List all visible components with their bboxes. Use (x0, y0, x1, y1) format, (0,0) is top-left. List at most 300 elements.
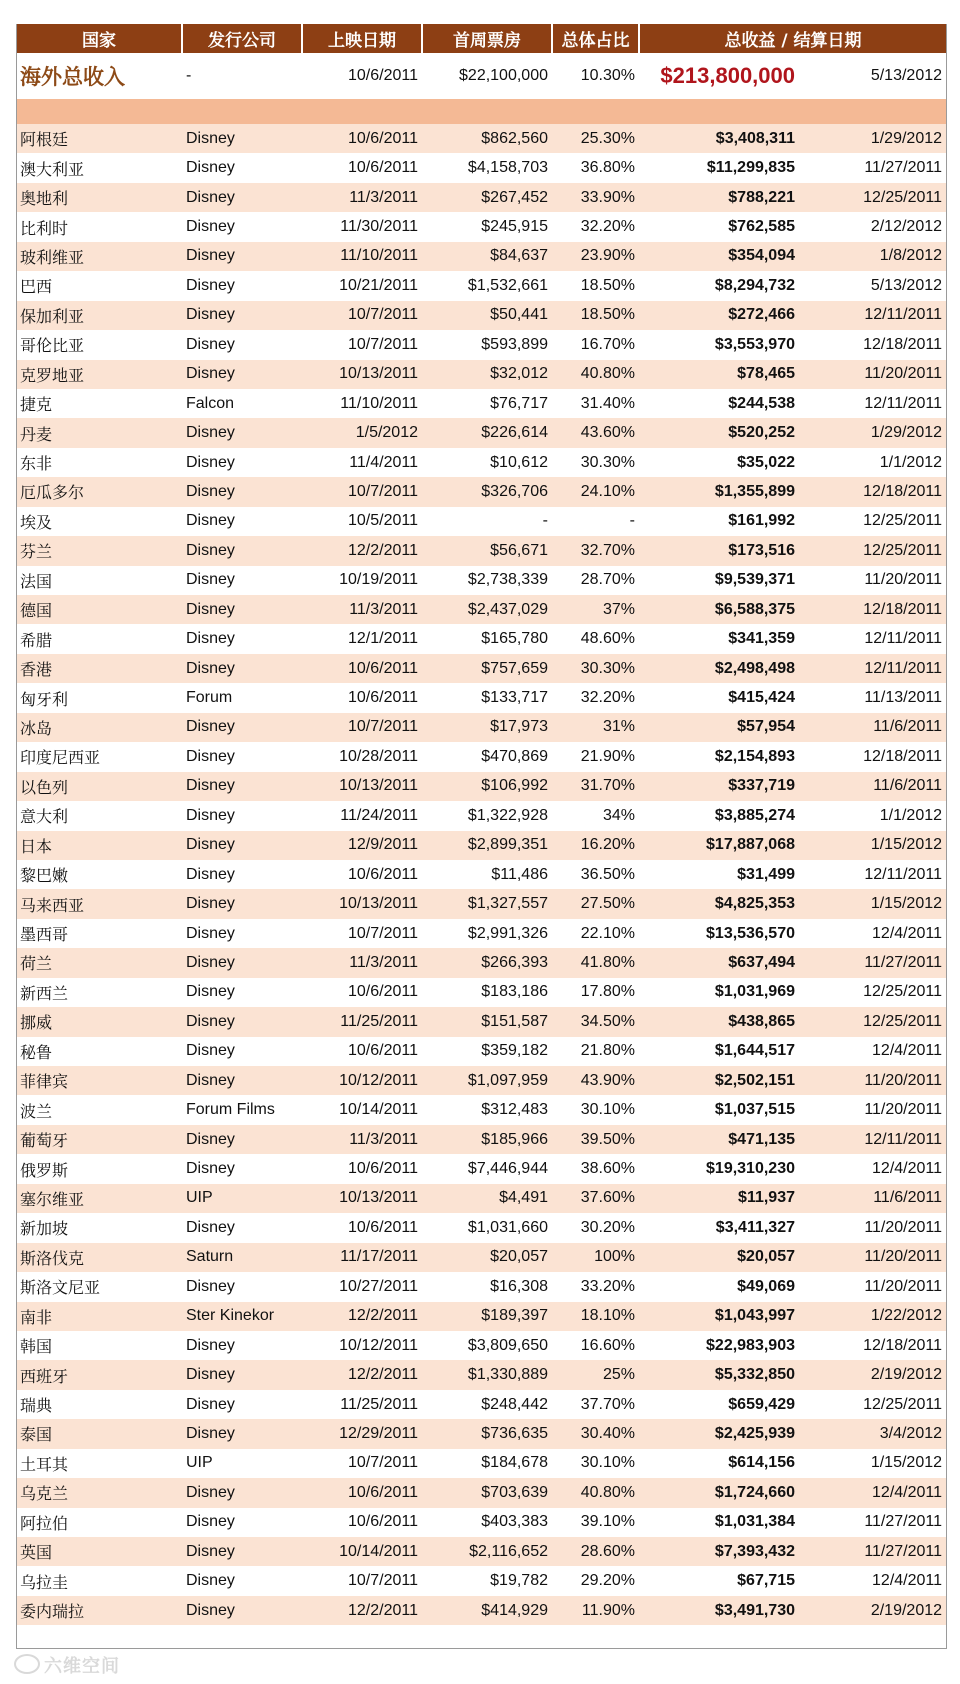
cell-distributor: Disney (182, 536, 302, 565)
cell-settle-date: 11/20/2011 (799, 1213, 946, 1242)
cell-country: 英国 (17, 1537, 182, 1566)
cell-share: 21.80% (552, 1037, 639, 1066)
cell-country: 印度尼西亚 (17, 742, 182, 771)
table-row (17, 889, 946, 918)
cell-country: 保加利亚 (17, 301, 182, 330)
table-row (17, 448, 946, 477)
cell-opening: $32,012 (422, 360, 552, 389)
cell-distributor: Disney (182, 1596, 302, 1625)
cell-share: 30.30% (552, 654, 639, 683)
cell-opening: $151,587 (422, 1007, 552, 1036)
table-row (17, 713, 946, 742)
cell-opening: $185,966 (422, 1125, 552, 1154)
cell-opening: $16,308 (422, 1272, 552, 1301)
summary-distributor: - (182, 53, 302, 99)
cell-opening: $470,869 (422, 742, 552, 771)
cell-distributor: Disney (182, 242, 302, 271)
cell-opening: $76,717 (422, 389, 552, 418)
cell-distributor: Disney (182, 153, 302, 182)
header-release-date: 上映日期 (302, 24, 422, 53)
cell-settle-date: 12/18/2011 (799, 742, 946, 771)
cell-distributor: Disney (182, 418, 302, 447)
cell-total: $1,031,384 (639, 1508, 799, 1537)
cell-settle-date: 12/11/2011 (799, 860, 946, 889)
cell-distributor: Disney (182, 1066, 302, 1095)
cell-share: 43.90% (552, 1066, 639, 1095)
cell-distributor: Disney (182, 624, 302, 653)
cell-opening: $20,057 (422, 1243, 552, 1272)
cell-opening: $10,612 (422, 448, 552, 477)
cell-distributor: Disney (182, 183, 302, 212)
header-total-and-date: 总收益 / 结算日期 (639, 24, 946, 53)
cell-total: $161,992 (639, 507, 799, 536)
cell-total: $7,393,432 (639, 1537, 799, 1566)
cell-country: 阿根廷 (17, 124, 182, 153)
cell-share: 32.20% (552, 212, 639, 241)
cell-distributor: Disney (182, 301, 302, 330)
cell-total: $3,553,970 (639, 330, 799, 359)
cell-share: 30.20% (552, 1213, 639, 1242)
cell-settle-date: 12/11/2011 (799, 624, 946, 653)
table-row (17, 566, 946, 595)
cell-settle-date: 12/25/2011 (799, 507, 946, 536)
cell-share: 16.70% (552, 330, 639, 359)
cell-release-date: 10/13/2011 (302, 1184, 422, 1213)
cell-country: 韩国 (17, 1331, 182, 1360)
cell-country: 巴西 (17, 271, 182, 300)
cell-settle-date: 12/18/2011 (799, 1331, 946, 1360)
cell-share: 25.30% (552, 124, 639, 153)
table-row (17, 654, 946, 683)
cell-release-date: 10/6/2011 (302, 124, 422, 153)
cell-release-date: 10/7/2011 (302, 1566, 422, 1595)
cell-distributor: Disney (182, 1419, 302, 1448)
cell-total: $22,983,903 (639, 1331, 799, 1360)
cell-share: 24.10% (552, 477, 639, 506)
cell-country: 俄罗斯 (17, 1154, 182, 1183)
cell-settle-date: 12/18/2011 (799, 595, 946, 624)
cell-share: 18.10% (552, 1302, 639, 1331)
cell-release-date: 10/12/2011 (302, 1331, 422, 1360)
cell-share: 33.20% (552, 1272, 639, 1301)
cell-settle-date: 12/11/2011 (799, 654, 946, 683)
cell-country: 土耳其 (17, 1449, 182, 1478)
cell-total: $471,135 (639, 1125, 799, 1154)
cell-distributor: Saturn (182, 1243, 302, 1272)
cell-settle-date: 11/27/2011 (799, 1537, 946, 1566)
cell-release-date: 11/4/2011 (302, 448, 422, 477)
cell-settle-date: 11/27/2011 (799, 153, 946, 182)
cell-country: 新西兰 (17, 978, 182, 1007)
cell-total: $8,294,732 (639, 271, 799, 300)
cell-country: 希腊 (17, 624, 182, 653)
cell-distributor: Disney (182, 978, 302, 1007)
cell-total: $788,221 (639, 183, 799, 212)
table-row (17, 301, 946, 330)
table-row (17, 183, 946, 212)
cell-settle-date: 12/4/2011 (799, 1037, 946, 1066)
cell-distributor: Disney (182, 566, 302, 595)
cell-share: 31.40% (552, 389, 639, 418)
cell-distributor: Disney (182, 595, 302, 624)
cell-share: 23.90% (552, 242, 639, 271)
cell-country: 菲律宾 (17, 1066, 182, 1095)
table-row (17, 242, 946, 271)
cell-opening: $703,639 (422, 1478, 552, 1507)
cell-opening: $757,659 (422, 654, 552, 683)
summary-opening: $22,100,000 (422, 53, 552, 99)
cell-settle-date: 11/20/2011 (799, 566, 946, 595)
cell-total: $3,885,274 (639, 801, 799, 830)
table-row (17, 1478, 946, 1507)
cell-share: 30.10% (552, 1095, 639, 1124)
cell-settle-date: 11/27/2011 (799, 1508, 946, 1537)
cell-settle-date: 5/13/2012 (799, 271, 946, 300)
cell-country: 塞尔维亚 (17, 1184, 182, 1213)
header-row (17, 24, 946, 53)
cell-release-date: 10/6/2011 (302, 153, 422, 182)
cell-settle-date: 11/20/2011 (799, 360, 946, 389)
cell-settle-date: 11/6/2011 (799, 713, 946, 742)
cell-opening: $2,738,339 (422, 566, 552, 595)
cell-country: 法国 (17, 566, 182, 595)
cell-release-date: 12/2/2011 (302, 1302, 422, 1331)
cell-opening: $7,446,944 (422, 1154, 552, 1183)
cell-total: $272,466 (639, 301, 799, 330)
cell-settle-date: 12/25/2011 (799, 183, 946, 212)
cell-share: 36.50% (552, 860, 639, 889)
cell-distributor: Disney (182, 948, 302, 977)
spacer-cell (17, 99, 946, 124)
cell-release-date: 12/9/2011 (302, 831, 422, 860)
cell-opening: $266,393 (422, 948, 552, 977)
cell-share: 40.80% (552, 360, 639, 389)
cell-opening: $184,678 (422, 1449, 552, 1478)
cell-release-date: 12/1/2011 (302, 624, 422, 653)
cell-total: $1,037,515 (639, 1095, 799, 1124)
cell-country: 埃及 (17, 507, 182, 536)
cell-opening: $1,327,557 (422, 889, 552, 918)
cell-distributor: UIP (182, 1184, 302, 1213)
cell-distributor: Disney (182, 1007, 302, 1036)
cell-country: 厄瓜多尔 (17, 477, 182, 506)
cell-opening: $226,614 (422, 418, 552, 447)
cell-total: $31,499 (639, 860, 799, 889)
cell-total: $1,355,899 (639, 477, 799, 506)
cell-country: 克罗地亚 (17, 360, 182, 389)
table-row (17, 1566, 946, 1595)
cell-total: $3,408,311 (639, 124, 799, 153)
cell-share: 33.90% (552, 183, 639, 212)
cell-total: $19,310,230 (639, 1154, 799, 1183)
cell-release-date: 10/13/2011 (302, 889, 422, 918)
cell-share: 28.60% (552, 1537, 639, 1566)
cell-distributor: Disney (182, 507, 302, 536)
cell-country: 荷兰 (17, 948, 182, 977)
cell-release-date: 11/30/2011 (302, 212, 422, 241)
table-row (17, 1331, 946, 1360)
cell-country: 新加坡 (17, 1213, 182, 1242)
cell-country: 东非 (17, 448, 182, 477)
cell-release-date: 11/3/2011 (302, 1125, 422, 1154)
cell-opening: $1,322,928 (422, 801, 552, 830)
cell-opening: $1,097,959 (422, 1066, 552, 1095)
summary-total: $213,800,000 (639, 53, 799, 99)
cell-country: 冰岛 (17, 713, 182, 742)
table-row (17, 360, 946, 389)
cell-opening: $56,671 (422, 536, 552, 565)
cell-share: 18.50% (552, 271, 639, 300)
cell-settle-date: 12/4/2011 (799, 1566, 946, 1595)
cell-distributor: Disney (182, 919, 302, 948)
cell-country: 匈牙利 (17, 683, 182, 712)
cell-opening: $50,441 (422, 301, 552, 330)
cell-total: $6,588,375 (639, 595, 799, 624)
cell-distributor: Disney (182, 889, 302, 918)
cell-total: $354,094 (639, 242, 799, 271)
cell-distributor: Forum Films (182, 1095, 302, 1124)
cell-total: $438,865 (639, 1007, 799, 1036)
cell-release-date: 11/3/2011 (302, 183, 422, 212)
cell-country: 乌克兰 (17, 1478, 182, 1507)
cell-release-date: 10/12/2011 (302, 1066, 422, 1095)
cell-country: 挪威 (17, 1007, 182, 1036)
cell-settle-date: 1/1/2012 (799, 448, 946, 477)
cell-share: 34% (552, 801, 639, 830)
cell-country: 墨西哥 (17, 919, 182, 948)
table-row (17, 389, 946, 418)
cell-settle-date: 11/6/2011 (799, 1184, 946, 1213)
cell-total: $13,536,570 (639, 919, 799, 948)
table-row (17, 772, 946, 801)
watermark (14, 1652, 120, 1678)
cell-settle-date: 1/15/2012 (799, 831, 946, 860)
cell-share: 27.50% (552, 889, 639, 918)
table-row (17, 212, 946, 241)
cell-release-date: 10/7/2011 (302, 301, 422, 330)
cell-country: 以色列 (17, 772, 182, 801)
table-row (17, 1508, 946, 1537)
cell-settle-date: 1/15/2012 (799, 1449, 946, 1478)
cell-distributor: Disney (182, 477, 302, 506)
cell-release-date: 10/7/2011 (302, 1449, 422, 1478)
cell-release-date: 10/7/2011 (302, 919, 422, 948)
cell-release-date: 11/24/2011 (302, 801, 422, 830)
cell-distributor: Disney (182, 1537, 302, 1566)
table-row (17, 536, 946, 565)
cell-total: $17,887,068 (639, 831, 799, 860)
cell-release-date: 10/19/2011 (302, 566, 422, 595)
header-opening-weekend: 首周票房 (422, 24, 552, 53)
table-row (17, 153, 946, 182)
cell-distributor: Disney (182, 360, 302, 389)
cell-total: $1,043,997 (639, 1302, 799, 1331)
cell-opening: $2,116,652 (422, 1537, 552, 1566)
table-row (17, 1302, 946, 1331)
cell-share: 32.20% (552, 683, 639, 712)
cell-settle-date: 3/4/2012 (799, 1419, 946, 1448)
cell-release-date: 10/13/2011 (302, 360, 422, 389)
cell-settle-date: 12/25/2011 (799, 1390, 946, 1419)
cell-distributor: Disney (182, 1478, 302, 1507)
table-row (17, 595, 946, 624)
cell-opening: $245,915 (422, 212, 552, 241)
cell-distributor: Disney (182, 772, 302, 801)
cell-release-date: 11/10/2011 (302, 242, 422, 271)
cell-settle-date: 11/6/2011 (799, 772, 946, 801)
cell-share: 22.10% (552, 919, 639, 948)
table-row (17, 1537, 946, 1566)
cell-share: 21.90% (552, 742, 639, 771)
table-row (17, 1243, 946, 1272)
cell-settle-date: 1/22/2012 (799, 1302, 946, 1331)
watermark-logo-icon (14, 1654, 40, 1674)
cell-settle-date: 12/4/2011 (799, 919, 946, 948)
cell-release-date: 12/2/2011 (302, 536, 422, 565)
cell-release-date: 10/6/2011 (302, 1213, 422, 1242)
cell-total: $2,502,151 (639, 1066, 799, 1095)
cell-total: $762,585 (639, 212, 799, 241)
box-office-sheet (16, 24, 947, 1649)
cell-country: 西班牙 (17, 1360, 182, 1389)
header-share: 总体占比 (552, 24, 639, 53)
table-row (17, 683, 946, 712)
cell-settle-date: 12/4/2011 (799, 1478, 946, 1507)
cell-release-date: 10/6/2011 (302, 1508, 422, 1537)
cell-opening: $267,452 (422, 183, 552, 212)
cell-distributor: Disney (182, 860, 302, 889)
cell-release-date: 10/6/2011 (302, 1478, 422, 1507)
cell-distributor: Ster Kinekor (182, 1302, 302, 1331)
cell-release-date: 10/7/2011 (302, 330, 422, 359)
cell-settle-date: 2/19/2012 (799, 1360, 946, 1389)
cell-distributor: Falcon (182, 389, 302, 418)
cell-share: 100% (552, 1243, 639, 1272)
cell-settle-date: 2/19/2012 (799, 1596, 946, 1625)
cell-opening: $1,031,660 (422, 1213, 552, 1242)
cell-opening: $1,330,889 (422, 1360, 552, 1389)
cell-distributor: Disney (182, 330, 302, 359)
cell-settle-date: 2/12/2012 (799, 212, 946, 241)
cell-settle-date: 11/20/2011 (799, 1095, 946, 1124)
cell-distributor: Disney (182, 1154, 302, 1183)
cell-distributor: Disney (182, 448, 302, 477)
cell-release-date: 10/5/2011 (302, 507, 422, 536)
cell-country: 日本 (17, 831, 182, 860)
table-row (17, 124, 946, 153)
cell-distributor: Disney (182, 654, 302, 683)
table-row (17, 831, 946, 860)
cell-release-date: 10/6/2011 (302, 1037, 422, 1066)
cell-total: $2,425,939 (639, 1419, 799, 1448)
cell-total: $337,719 (639, 772, 799, 801)
summary-share: 10.30% (552, 53, 639, 99)
table-row (17, 1037, 946, 1066)
cell-share: 37.60% (552, 1184, 639, 1213)
cell-opening: $133,717 (422, 683, 552, 712)
cell-settle-date: 12/11/2011 (799, 301, 946, 330)
cell-opening: $2,437,029 (422, 595, 552, 624)
cell-total: $49,069 (639, 1272, 799, 1301)
cell-total: $35,022 (639, 448, 799, 477)
table-row (17, 1184, 946, 1213)
cell-share: 37% (552, 595, 639, 624)
cell-settle-date: 12/18/2011 (799, 330, 946, 359)
cell-total: $2,498,498 (639, 654, 799, 683)
cell-settle-date: 11/20/2011 (799, 1066, 946, 1095)
cell-opening: - (422, 507, 552, 536)
table-row (17, 418, 946, 447)
cell-release-date: 12/2/2011 (302, 1596, 422, 1625)
cell-share: 30.40% (552, 1419, 639, 1448)
cell-country: 澳大利亚 (17, 153, 182, 182)
cell-share: 41.80% (552, 948, 639, 977)
cell-distributor: Disney (182, 1331, 302, 1360)
cell-country: 阿拉伯 (17, 1508, 182, 1537)
cell-share: 48.60% (552, 624, 639, 653)
cell-distributor: Disney (182, 1566, 302, 1595)
cell-release-date: 10/27/2011 (302, 1272, 422, 1301)
cell-opening: $84,637 (422, 242, 552, 271)
cell-total: $9,539,371 (639, 566, 799, 595)
cell-total: $67,715 (639, 1566, 799, 1595)
cell-total: $173,516 (639, 536, 799, 565)
cell-opening: $736,635 (422, 1419, 552, 1448)
cell-country: 委内瑞拉 (17, 1596, 182, 1625)
table-row (17, 1213, 946, 1242)
cell-release-date: 10/13/2011 (302, 772, 422, 801)
cell-distributor: UIP (182, 1449, 302, 1478)
summary-label: 海外总收入 (17, 53, 182, 99)
cell-share: 30.30% (552, 448, 639, 477)
cell-total: $2,154,893 (639, 742, 799, 771)
cell-settle-date: 12/25/2011 (799, 1007, 946, 1036)
cell-opening: $3,809,650 (422, 1331, 552, 1360)
cell-settle-date: 12/25/2011 (799, 536, 946, 565)
cell-opening: $19,782 (422, 1566, 552, 1595)
cell-share: 40.80% (552, 1478, 639, 1507)
cell-opening: $4,158,703 (422, 153, 552, 182)
cell-settle-date: 11/20/2011 (799, 1243, 946, 1272)
summary-settle-date: 5/13/2012 (799, 53, 946, 99)
cell-total: $5,332,850 (639, 1360, 799, 1389)
cell-release-date: 1/5/2012 (302, 418, 422, 447)
table-row (17, 948, 946, 977)
cell-total: $4,825,353 (639, 889, 799, 918)
table-row (17, 1095, 946, 1124)
cell-settle-date: 12/18/2011 (799, 477, 946, 506)
table-row (17, 1272, 946, 1301)
cell-release-date: 11/10/2011 (302, 389, 422, 418)
cell-distributor: Forum (182, 683, 302, 712)
cell-distributor: Disney (182, 713, 302, 742)
cell-country: 香港 (17, 654, 182, 683)
cell-country: 比利时 (17, 212, 182, 241)
cell-settle-date: 1/1/2012 (799, 801, 946, 830)
cell-release-date: 10/6/2011 (302, 978, 422, 1007)
cell-release-date: 10/6/2011 (302, 654, 422, 683)
cell-opening: $359,182 (422, 1037, 552, 1066)
cell-country: 丹麦 (17, 418, 182, 447)
cell-distributor: Disney (182, 742, 302, 771)
cell-opening: $2,899,351 (422, 831, 552, 860)
cell-country: 瑞典 (17, 1390, 182, 1419)
cell-share: 28.70% (552, 566, 639, 595)
cell-total: $637,494 (639, 948, 799, 977)
cell-distributor: Disney (182, 271, 302, 300)
cell-opening: $11,486 (422, 860, 552, 889)
cell-share: 18.50% (552, 301, 639, 330)
